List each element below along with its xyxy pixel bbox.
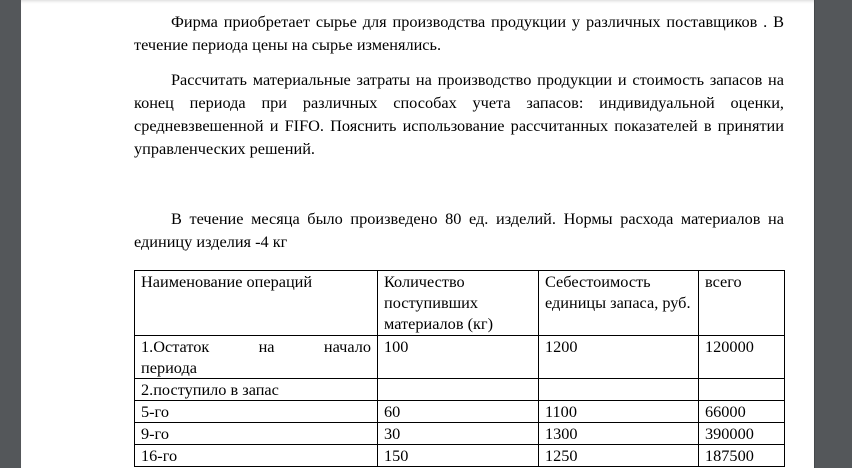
cell-operation: 5-го [135,401,378,423]
cell-quantity [378,379,539,401]
cell-unit-cost: 1200 [539,336,699,379]
cell-unit-cost: 1100 [539,401,699,423]
header-total: всего [699,271,785,336]
cell-operation: 9-го [135,423,378,445]
cell-operation: 2.поступило в запас [135,379,378,401]
header-unit-cost: Себестоимость единицы запаса, руб. [539,271,699,336]
cell-total: 390000 [699,423,785,445]
cell-total: 120000 [699,336,785,379]
cell-quantity: 60 [378,401,539,423]
paragraph-task: Рассчитать материальные затраты на производство продукции и стоимость запасов на конец периода при различных способах учета запасов: индивидуальной оценки, средневзвешенной и FIFO. Пояснить использование рассчитанных показателей в принятии управленческих решений. [134,70,784,158]
table-row [135,379,785,401]
cell-operation [135,336,378,379]
cell-total [699,379,785,401]
table-row [135,423,785,445]
cell-text: начало [323,337,371,356]
table-row [135,445,785,467]
materials-table [134,270,785,467]
table-header-row [135,271,785,336]
document-page [21,0,814,468]
cell-operation-line2: периода [141,358,197,377]
cell-operation: 16-го [135,445,378,467]
viewer-right-gutter [814,0,852,468]
cell-text: на [258,337,275,356]
header-quantity: Количество поступивших материалов (кг) [378,271,539,336]
table-row [135,401,785,423]
header-operation: Наименование операций [135,271,378,336]
paragraph-conditions: В течение месяца было произведено 80 ед. изделий. Нормы расхода материалов на единицу изделия -4 кг [134,209,784,251]
cell-quantity: 150 [378,445,539,467]
cell-total: 187500 [699,445,785,467]
paragraph-intro: Фирма приобретает сырье для производства продукции у различных поставщиков . В течение периода цены на сырье изменялись. [134,12,784,54]
cell-unit-cost [539,379,699,401]
cell-text: 1.Остаток [141,337,210,356]
cell-quantity: 30 [378,423,539,445]
cell-operation-line1 [141,336,371,357]
viewer-left-gutter [0,0,21,468]
table-row [135,336,785,379]
cell-total: 66000 [699,401,785,423]
cell-quantity: 100 [378,336,539,379]
cell-unit-cost: 1250 [539,445,699,467]
cell-unit-cost: 1300 [539,423,699,445]
